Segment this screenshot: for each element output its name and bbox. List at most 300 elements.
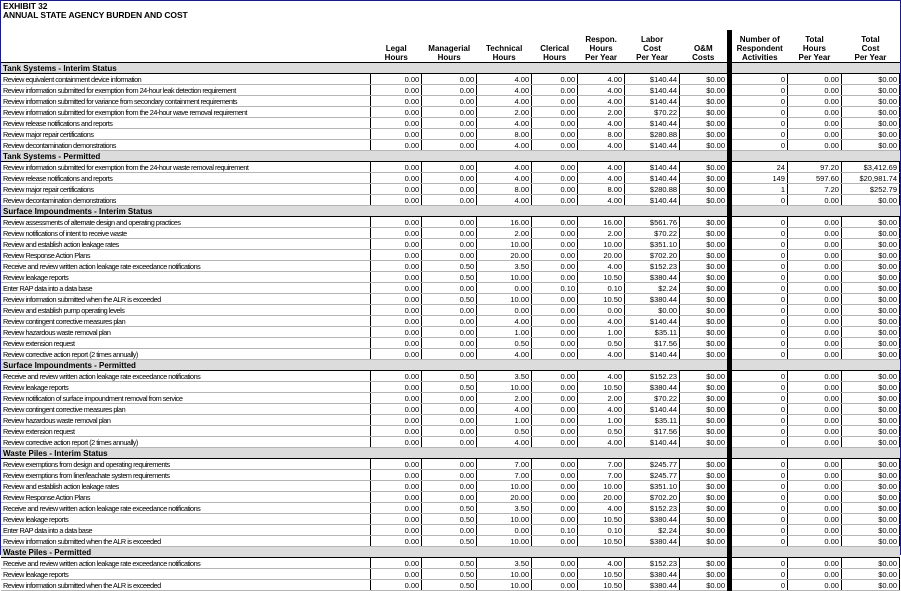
table-cell[interactable]: $0.00 xyxy=(680,415,730,426)
table-cell[interactable]: $140.44 xyxy=(625,96,680,107)
table-cell[interactable]: 0.00 xyxy=(422,470,477,481)
row-description[interactable]: Review hazardous waste removal plan xyxy=(1,415,371,426)
table-cell[interactable]: 0.00 xyxy=(787,349,841,360)
table-cell[interactable]: 0.00 xyxy=(787,272,841,283)
table-cell[interactable]: 0.00 xyxy=(532,536,578,547)
table-cell[interactable]: 4.00 xyxy=(578,404,625,415)
table-cell[interactable]: 0.00 xyxy=(787,195,841,206)
table-cell[interactable]: $152.23 xyxy=(625,558,680,569)
table-cell[interactable]: 10.00 xyxy=(477,239,532,250)
table-cell[interactable]: $0.00 xyxy=(625,305,680,316)
table-cell[interactable]: 0.00 xyxy=(532,404,578,415)
row-description[interactable]: Review exemptions from design and operating requirements xyxy=(1,459,371,470)
row-description[interactable]: Review assessments of alternate design and operating practices xyxy=(1,217,371,228)
table-cell[interactable]: 0.00 xyxy=(371,569,422,580)
row-description[interactable]: Review extension request xyxy=(1,338,371,349)
table-cell[interactable]: 0 xyxy=(730,140,788,151)
table-cell[interactable]: $35.11 xyxy=(625,415,680,426)
table-cell[interactable]: $0.00 xyxy=(680,74,730,85)
row-description[interactable]: Review release notifications and reports xyxy=(1,118,371,129)
table-cell[interactable]: 0.00 xyxy=(532,217,578,228)
table-cell[interactable]: 1.00 xyxy=(578,327,625,338)
table-cell[interactable]: $0.00 xyxy=(680,437,730,448)
table-cell[interactable]: 0.00 xyxy=(371,470,422,481)
table-cell[interactable]: $0.00 xyxy=(841,140,899,151)
table-cell[interactable]: 2.00 xyxy=(477,228,532,239)
table-cell[interactable]: 0.00 xyxy=(532,305,578,316)
table-cell[interactable]: 0 xyxy=(730,338,788,349)
table-cell[interactable]: 0.00 xyxy=(371,294,422,305)
row-description[interactable]: Review major repair certifications xyxy=(1,129,371,140)
table-cell[interactable]: $0.00 xyxy=(680,371,730,382)
table-cell[interactable]: 0.00 xyxy=(371,107,422,118)
table-cell[interactable]: 0.00 xyxy=(422,492,477,503)
table-cell[interactable]: $0.00 xyxy=(841,195,899,206)
row-description[interactable]: Review notification of surface impoundment removal from service xyxy=(1,393,371,404)
row-description[interactable]: Review leakage reports xyxy=(1,569,371,580)
table-cell[interactable]: 10.00 xyxy=(477,382,532,393)
table-cell[interactable]: 0.00 xyxy=(371,118,422,129)
table-cell[interactable]: 0.00 xyxy=(532,470,578,481)
table-cell[interactable]: $0.00 xyxy=(680,558,730,569)
table-cell[interactable]: $0.00 xyxy=(680,536,730,547)
row-description[interactable]: Review decontamination demonstrations xyxy=(1,140,371,151)
table-cell[interactable]: 24 xyxy=(730,162,788,173)
table-cell[interactable]: $140.44 xyxy=(625,85,680,96)
table-cell[interactable]: 0.00 xyxy=(422,327,477,338)
table-cell[interactable]: 0.00 xyxy=(787,536,841,547)
table-cell[interactable]: 0.00 xyxy=(422,415,477,426)
table-cell[interactable]: 0.50 xyxy=(422,514,477,525)
table-cell[interactable]: 0.00 xyxy=(371,393,422,404)
table-cell[interactable]: 0.00 xyxy=(787,492,841,503)
table-cell[interactable]: 10.50 xyxy=(578,294,625,305)
table-cell[interactable]: 0.00 xyxy=(371,162,422,173)
table-cell[interactable]: 0.00 xyxy=(787,250,841,261)
table-cell[interactable]: 0 xyxy=(730,426,788,437)
table-cell[interactable]: 0.00 xyxy=(787,85,841,96)
table-cell[interactable]: $0.00 xyxy=(841,558,899,569)
table-cell[interactable]: 0.00 xyxy=(787,470,841,481)
row-description[interactable]: Review leakage reports xyxy=(1,514,371,525)
table-cell[interactable]: $0.00 xyxy=(680,459,730,470)
table-cell[interactable]: $0.00 xyxy=(841,503,899,514)
table-cell[interactable]: 2.00 xyxy=(477,393,532,404)
row-description[interactable]: Receive and review written action leakage rate exceedance notifications xyxy=(1,261,371,272)
table-cell[interactable]: 0 xyxy=(730,228,788,239)
table-cell[interactable]: 0.00 xyxy=(477,525,532,536)
table-cell[interactable]: 4.00 xyxy=(578,261,625,272)
table-cell[interactable]: 0.00 xyxy=(371,85,422,96)
table-cell[interactable]: 0.00 xyxy=(422,173,477,184)
table-cell[interactable]: 0.00 xyxy=(787,305,841,316)
table-cell[interactable]: 0.00 xyxy=(787,481,841,492)
table-cell[interactable]: $140.44 xyxy=(625,404,680,415)
table-cell[interactable]: 0.00 xyxy=(371,558,422,569)
table-cell[interactable]: 0 xyxy=(730,580,788,591)
table-cell[interactable]: 0 xyxy=(730,481,788,492)
table-cell[interactable]: 0.00 xyxy=(532,96,578,107)
table-cell[interactable]: $0.00 xyxy=(841,492,899,503)
table-cell[interactable]: 0.00 xyxy=(371,525,422,536)
table-cell[interactable]: 10.00 xyxy=(477,536,532,547)
table-cell[interactable]: $0.00 xyxy=(680,514,730,525)
table-cell[interactable]: 0.00 xyxy=(422,96,477,107)
table-cell[interactable]: 0.00 xyxy=(422,74,477,85)
table-cell[interactable]: 4.00 xyxy=(477,140,532,151)
table-cell[interactable]: $380.44 xyxy=(625,536,680,547)
table-cell[interactable]: 0.00 xyxy=(422,239,477,250)
table-cell[interactable]: 0.00 xyxy=(371,481,422,492)
table-cell[interactable]: $0.00 xyxy=(841,327,899,338)
table-cell[interactable]: 0.00 xyxy=(532,393,578,404)
table-cell[interactable]: 0 xyxy=(730,217,788,228)
table-cell[interactable]: $0.00 xyxy=(680,184,730,195)
table-cell[interactable]: 0.00 xyxy=(787,261,841,272)
row-description[interactable]: Review information submitted when the ALR is exceeded xyxy=(1,536,371,547)
table-cell[interactable]: 0.10 xyxy=(578,525,625,536)
table-cell[interactable]: $2.24 xyxy=(625,283,680,294)
row-description[interactable]: Review and establish pump operating levels xyxy=(1,305,371,316)
table-cell[interactable]: 0.00 xyxy=(532,426,578,437)
table-cell[interactable]: $245.77 xyxy=(625,459,680,470)
table-cell[interactable]: 0.00 xyxy=(371,437,422,448)
table-cell[interactable]: 0 xyxy=(730,74,788,85)
table-cell[interactable]: 0.00 xyxy=(371,74,422,85)
table-cell[interactable]: 0.00 xyxy=(371,283,422,294)
table-cell[interactable]: $140.44 xyxy=(625,195,680,206)
table-cell[interactable]: 0.00 xyxy=(787,514,841,525)
table-cell[interactable]: 4.00 xyxy=(578,173,625,184)
table-cell[interactable]: 0.50 xyxy=(422,580,477,591)
table-cell[interactable]: 0.00 xyxy=(532,294,578,305)
row-description[interactable]: Review decontamination demonstrations xyxy=(1,195,371,206)
table-cell[interactable]: 0.50 xyxy=(422,558,477,569)
table-cell[interactable]: $0.00 xyxy=(841,250,899,261)
table-cell[interactable]: 0.00 xyxy=(532,173,578,184)
table-cell[interactable]: 0 xyxy=(730,305,788,316)
row-description[interactable]: Review information submitted when the ALR is exceeded xyxy=(1,580,371,591)
table-cell[interactable]: 0.00 xyxy=(787,294,841,305)
table-cell[interactable]: $0.00 xyxy=(680,129,730,140)
table-cell[interactable]: 0.00 xyxy=(532,349,578,360)
table-cell[interactable]: $0.00 xyxy=(680,316,730,327)
table-cell[interactable]: $70.22 xyxy=(625,107,680,118)
table-cell[interactable]: 0.00 xyxy=(371,272,422,283)
table-cell[interactable]: $35.11 xyxy=(625,327,680,338)
table-cell[interactable]: 0.50 xyxy=(477,338,532,349)
table-cell[interactable]: $0.00 xyxy=(841,96,899,107)
table-cell[interactable]: $0.00 xyxy=(680,162,730,173)
table-cell[interactable]: 0.00 xyxy=(532,459,578,470)
table-cell[interactable]: 0.00 xyxy=(787,283,841,294)
table-cell[interactable]: $140.44 xyxy=(625,162,680,173)
table-cell[interactable]: $0.00 xyxy=(841,404,899,415)
table-cell[interactable]: 0.00 xyxy=(371,261,422,272)
table-cell[interactable]: 1.00 xyxy=(477,327,532,338)
table-cell[interactable]: 0.50 xyxy=(422,536,477,547)
table-cell[interactable]: 0.00 xyxy=(371,173,422,184)
table-cell[interactable]: $0.00 xyxy=(680,272,730,283)
table-cell[interactable]: 0 xyxy=(730,415,788,426)
table-cell[interactable]: 4.00 xyxy=(477,404,532,415)
table-cell[interactable]: 4.00 xyxy=(477,118,532,129)
table-cell[interactable]: 0.00 xyxy=(532,382,578,393)
table-cell[interactable]: 0 xyxy=(730,261,788,272)
table-cell[interactable]: $0.00 xyxy=(841,107,899,118)
table-cell[interactable]: 0.00 xyxy=(787,415,841,426)
table-cell[interactable]: 0.00 xyxy=(422,228,477,239)
table-cell[interactable]: 0.00 xyxy=(787,580,841,591)
table-cell[interactable]: 20.00 xyxy=(578,492,625,503)
table-cell[interactable]: $702.20 xyxy=(625,492,680,503)
table-cell[interactable]: $0.00 xyxy=(680,96,730,107)
table-cell[interactable]: $0.00 xyxy=(680,228,730,239)
row-description[interactable]: Review information submitted for exemption from 24-hour leak detection requirement xyxy=(1,85,371,96)
row-description[interactable]: Receive and review written action leakage rate exceedance notifications xyxy=(1,558,371,569)
table-cell[interactable]: 0.50 xyxy=(422,569,477,580)
table-cell[interactable]: 7.00 xyxy=(477,459,532,470)
table-cell[interactable]: 0.10 xyxy=(532,525,578,536)
table-cell[interactable]: $0.00 xyxy=(841,470,899,481)
table-cell[interactable]: 0.00 xyxy=(532,503,578,514)
table-cell[interactable]: 0.00 xyxy=(422,250,477,261)
table-cell[interactable]: 0.00 xyxy=(422,305,477,316)
table-cell[interactable]: 0.00 xyxy=(532,118,578,129)
table-cell[interactable]: 0.00 xyxy=(422,481,477,492)
table-cell[interactable]: 8.00 xyxy=(578,184,625,195)
table-cell[interactable]: $0.00 xyxy=(841,349,899,360)
table-cell[interactable]: $0.00 xyxy=(841,305,899,316)
table-cell[interactable]: $0.00 xyxy=(841,283,899,294)
table-cell[interactable]: $0.00 xyxy=(680,426,730,437)
table-cell[interactable]: $140.44 xyxy=(625,140,680,151)
row-description[interactable]: Receive and review written action leakage rate exceedance notifications xyxy=(1,503,371,514)
table-cell[interactable]: 1.00 xyxy=(578,415,625,426)
table-cell[interactable]: 16.00 xyxy=(477,217,532,228)
table-cell[interactable]: $0.00 xyxy=(841,580,899,591)
table-cell[interactable]: 0 xyxy=(730,118,788,129)
table-cell[interactable]: $0.00 xyxy=(841,426,899,437)
table-cell[interactable]: $0.00 xyxy=(841,481,899,492)
table-cell[interactable]: 0 xyxy=(730,393,788,404)
table-cell[interactable]: 0.00 xyxy=(532,162,578,173)
table-cell[interactable]: $17.56 xyxy=(625,338,680,349)
table-cell[interactable]: 0.00 xyxy=(787,217,841,228)
table-cell[interactable]: $0.00 xyxy=(680,239,730,250)
table-cell[interactable]: 0.50 xyxy=(477,426,532,437)
table-cell[interactable]: 0.00 xyxy=(371,239,422,250)
table-cell[interactable]: 0.00 xyxy=(787,118,841,129)
table-cell[interactable]: 7.20 xyxy=(787,184,841,195)
table-cell[interactable]: 0.00 xyxy=(371,536,422,547)
table-cell[interactable]: 4.00 xyxy=(578,316,625,327)
table-cell[interactable]: 0.00 xyxy=(422,184,477,195)
table-cell[interactable]: $0.00 xyxy=(680,305,730,316)
row-description[interactable]: Review information submitted for exemption from the 24-hour wave removal requirement xyxy=(1,107,371,118)
table-cell[interactable]: 0.00 xyxy=(787,569,841,580)
table-cell[interactable]: $0.00 xyxy=(680,261,730,272)
table-cell[interactable]: $17.56 xyxy=(625,426,680,437)
table-cell[interactable]: 16.00 xyxy=(578,217,625,228)
row-description[interactable]: Review information submitted for exemption from the 24-hour waste removal requirement xyxy=(1,162,371,173)
table-cell[interactable]: $0.00 xyxy=(680,569,730,580)
table-cell[interactable]: 0.00 xyxy=(422,107,477,118)
table-cell[interactable]: $351.10 xyxy=(625,481,680,492)
table-cell[interactable]: 10.50 xyxy=(578,580,625,591)
table-cell[interactable]: $0.00 xyxy=(841,239,899,250)
table-cell[interactable]: $380.44 xyxy=(625,569,680,580)
table-cell[interactable]: 0.00 xyxy=(371,349,422,360)
table-cell[interactable]: 20.00 xyxy=(477,250,532,261)
table-cell[interactable]: 10.50 xyxy=(578,536,625,547)
table-cell[interactable]: 4.00 xyxy=(477,85,532,96)
table-cell[interactable]: 0.00 xyxy=(532,261,578,272)
table-cell[interactable]: 3.50 xyxy=(477,371,532,382)
table-cell[interactable]: 0 xyxy=(730,459,788,470)
table-cell[interactable]: $140.44 xyxy=(625,118,680,129)
table-cell[interactable]: 0.00 xyxy=(371,217,422,228)
row-description[interactable]: Enter RAP data into a data base xyxy=(1,283,371,294)
table-cell[interactable]: 0.00 xyxy=(532,481,578,492)
table-cell[interactable]: $0.00 xyxy=(680,481,730,492)
table-cell[interactable]: $140.44 xyxy=(625,316,680,327)
table-cell[interactable]: 0.00 xyxy=(371,580,422,591)
table-cell[interactable]: $380.44 xyxy=(625,294,680,305)
table-cell[interactable]: 0.00 xyxy=(371,327,422,338)
table-cell[interactable]: 2.00 xyxy=(578,107,625,118)
table-cell[interactable]: 0.50 xyxy=(422,272,477,283)
row-description[interactable]: Review equivalent containment device information xyxy=(1,74,371,85)
table-cell[interactable]: 10.50 xyxy=(578,514,625,525)
table-cell[interactable]: $0.00 xyxy=(841,525,899,536)
table-cell[interactable]: 0 xyxy=(730,503,788,514)
table-cell[interactable]: 4.00 xyxy=(578,85,625,96)
table-cell[interactable]: $0.00 xyxy=(680,382,730,393)
table-cell[interactable]: 0.00 xyxy=(532,316,578,327)
table-cell[interactable]: 4.00 xyxy=(477,316,532,327)
table-cell[interactable]: 0 xyxy=(730,327,788,338)
table-cell[interactable]: $70.22 xyxy=(625,393,680,404)
table-cell[interactable]: 4.00 xyxy=(578,558,625,569)
table-cell[interactable]: $0.00 xyxy=(841,382,899,393)
table-cell[interactable]: $152.23 xyxy=(625,371,680,382)
table-cell[interactable]: 0.50 xyxy=(422,503,477,514)
table-cell[interactable]: 0 xyxy=(730,371,788,382)
table-cell[interactable]: 4.00 xyxy=(477,162,532,173)
table-cell[interactable]: 0.00 xyxy=(787,129,841,140)
table-cell[interactable]: $0.00 xyxy=(841,393,899,404)
table-cell[interactable]: $380.44 xyxy=(625,514,680,525)
table-cell[interactable]: $0.00 xyxy=(680,470,730,481)
table-cell[interactable]: 4.00 xyxy=(477,349,532,360)
table-cell[interactable]: 0.00 xyxy=(787,558,841,569)
table-cell[interactable]: $0.00 xyxy=(680,118,730,129)
table-cell[interactable]: $0.00 xyxy=(841,569,899,580)
table-cell[interactable]: 0.00 xyxy=(422,459,477,470)
table-cell[interactable]: 0.00 xyxy=(477,283,532,294)
table-cell[interactable]: 0.00 xyxy=(371,492,422,503)
table-cell[interactable]: 0.00 xyxy=(787,228,841,239)
table-cell[interactable]: 0.00 xyxy=(422,404,477,415)
table-cell[interactable]: 4.00 xyxy=(578,503,625,514)
row-description[interactable]: Review information submitted for variance from secondary containment requirements xyxy=(1,96,371,107)
table-cell[interactable]: 10.00 xyxy=(477,514,532,525)
table-cell[interactable]: $0.00 xyxy=(841,272,899,283)
table-cell[interactable]: 0 xyxy=(730,349,788,360)
table-cell[interactable]: $0.00 xyxy=(680,503,730,514)
table-cell[interactable]: $140.44 xyxy=(625,74,680,85)
table-cell[interactable]: 10.00 xyxy=(477,294,532,305)
table-cell[interactable]: 0.00 xyxy=(422,283,477,294)
table-cell[interactable]: $351.10 xyxy=(625,239,680,250)
table-cell[interactable]: 0.00 xyxy=(532,371,578,382)
table-cell[interactable]: 1 xyxy=(730,184,788,195)
table-cell[interactable]: 0.00 xyxy=(532,107,578,118)
table-cell[interactable]: $702.20 xyxy=(625,250,680,261)
table-cell[interactable]: 0.00 xyxy=(787,338,841,349)
table-cell[interactable]: 0.00 xyxy=(532,327,578,338)
table-cell[interactable]: 0.00 xyxy=(422,85,477,96)
table-cell[interactable]: 0.00 xyxy=(532,514,578,525)
table-cell[interactable]: 0.00 xyxy=(371,404,422,415)
table-cell[interactable]: 0 xyxy=(730,316,788,327)
table-cell[interactable]: 10.00 xyxy=(477,481,532,492)
row-description[interactable]: Enter RAP data into a data base xyxy=(1,525,371,536)
row-description[interactable]: Review contingent corrective measures plan xyxy=(1,316,371,327)
table-cell[interactable]: $0.00 xyxy=(680,107,730,118)
table-cell[interactable]: 0 xyxy=(730,437,788,448)
table-cell[interactable]: $0.00 xyxy=(841,217,899,228)
row-description[interactable]: Review contingent corrective measures plan xyxy=(1,404,371,415)
table-cell[interactable]: 0 xyxy=(730,96,788,107)
table-cell[interactable]: $0.00 xyxy=(841,316,899,327)
table-cell[interactable]: 0.00 xyxy=(532,580,578,591)
table-cell[interactable]: 0.00 xyxy=(787,404,841,415)
table-cell[interactable]: 0.00 xyxy=(371,195,422,206)
table-cell[interactable]: 2.00 xyxy=(477,107,532,118)
table-cell[interactable]: 0.50 xyxy=(578,426,625,437)
table-cell[interactable]: 4.00 xyxy=(578,195,625,206)
table-cell[interactable]: $0.00 xyxy=(680,140,730,151)
table-cell[interactable]: 7.00 xyxy=(578,470,625,481)
table-cell[interactable]: 0.00 xyxy=(371,184,422,195)
table-cell[interactable]: $0.00 xyxy=(841,338,899,349)
table-cell[interactable]: 0.00 xyxy=(422,118,477,129)
row-description[interactable]: Review information submitted when the ALR is exceeded xyxy=(1,294,371,305)
table-cell[interactable]: $0.00 xyxy=(680,404,730,415)
table-cell[interactable]: 0.00 xyxy=(422,437,477,448)
table-cell[interactable]: 8.00 xyxy=(578,129,625,140)
table-cell[interactable]: 8.00 xyxy=(477,184,532,195)
table-cell[interactable]: $0.00 xyxy=(680,327,730,338)
row-description[interactable]: Review Response Action Plans xyxy=(1,492,371,503)
table-cell[interactable]: $0.00 xyxy=(841,294,899,305)
table-cell[interactable]: 4.00 xyxy=(578,140,625,151)
table-cell[interactable]: 0.00 xyxy=(532,129,578,140)
table-cell[interactable]: $0.00 xyxy=(841,228,899,239)
table-cell[interactable]: 0.00 xyxy=(371,250,422,261)
table-cell[interactable]: 0 xyxy=(730,239,788,250)
table-cell[interactable]: 0.00 xyxy=(532,228,578,239)
table-cell[interactable]: 10.00 xyxy=(578,239,625,250)
table-cell[interactable]: 3.50 xyxy=(477,503,532,514)
table-cell[interactable]: 0.00 xyxy=(532,569,578,580)
table-cell[interactable]: 0.00 xyxy=(787,74,841,85)
table-cell[interactable]: 0.00 xyxy=(532,74,578,85)
table-cell[interactable]: 8.00 xyxy=(477,129,532,140)
table-cell[interactable]: 0 xyxy=(730,492,788,503)
